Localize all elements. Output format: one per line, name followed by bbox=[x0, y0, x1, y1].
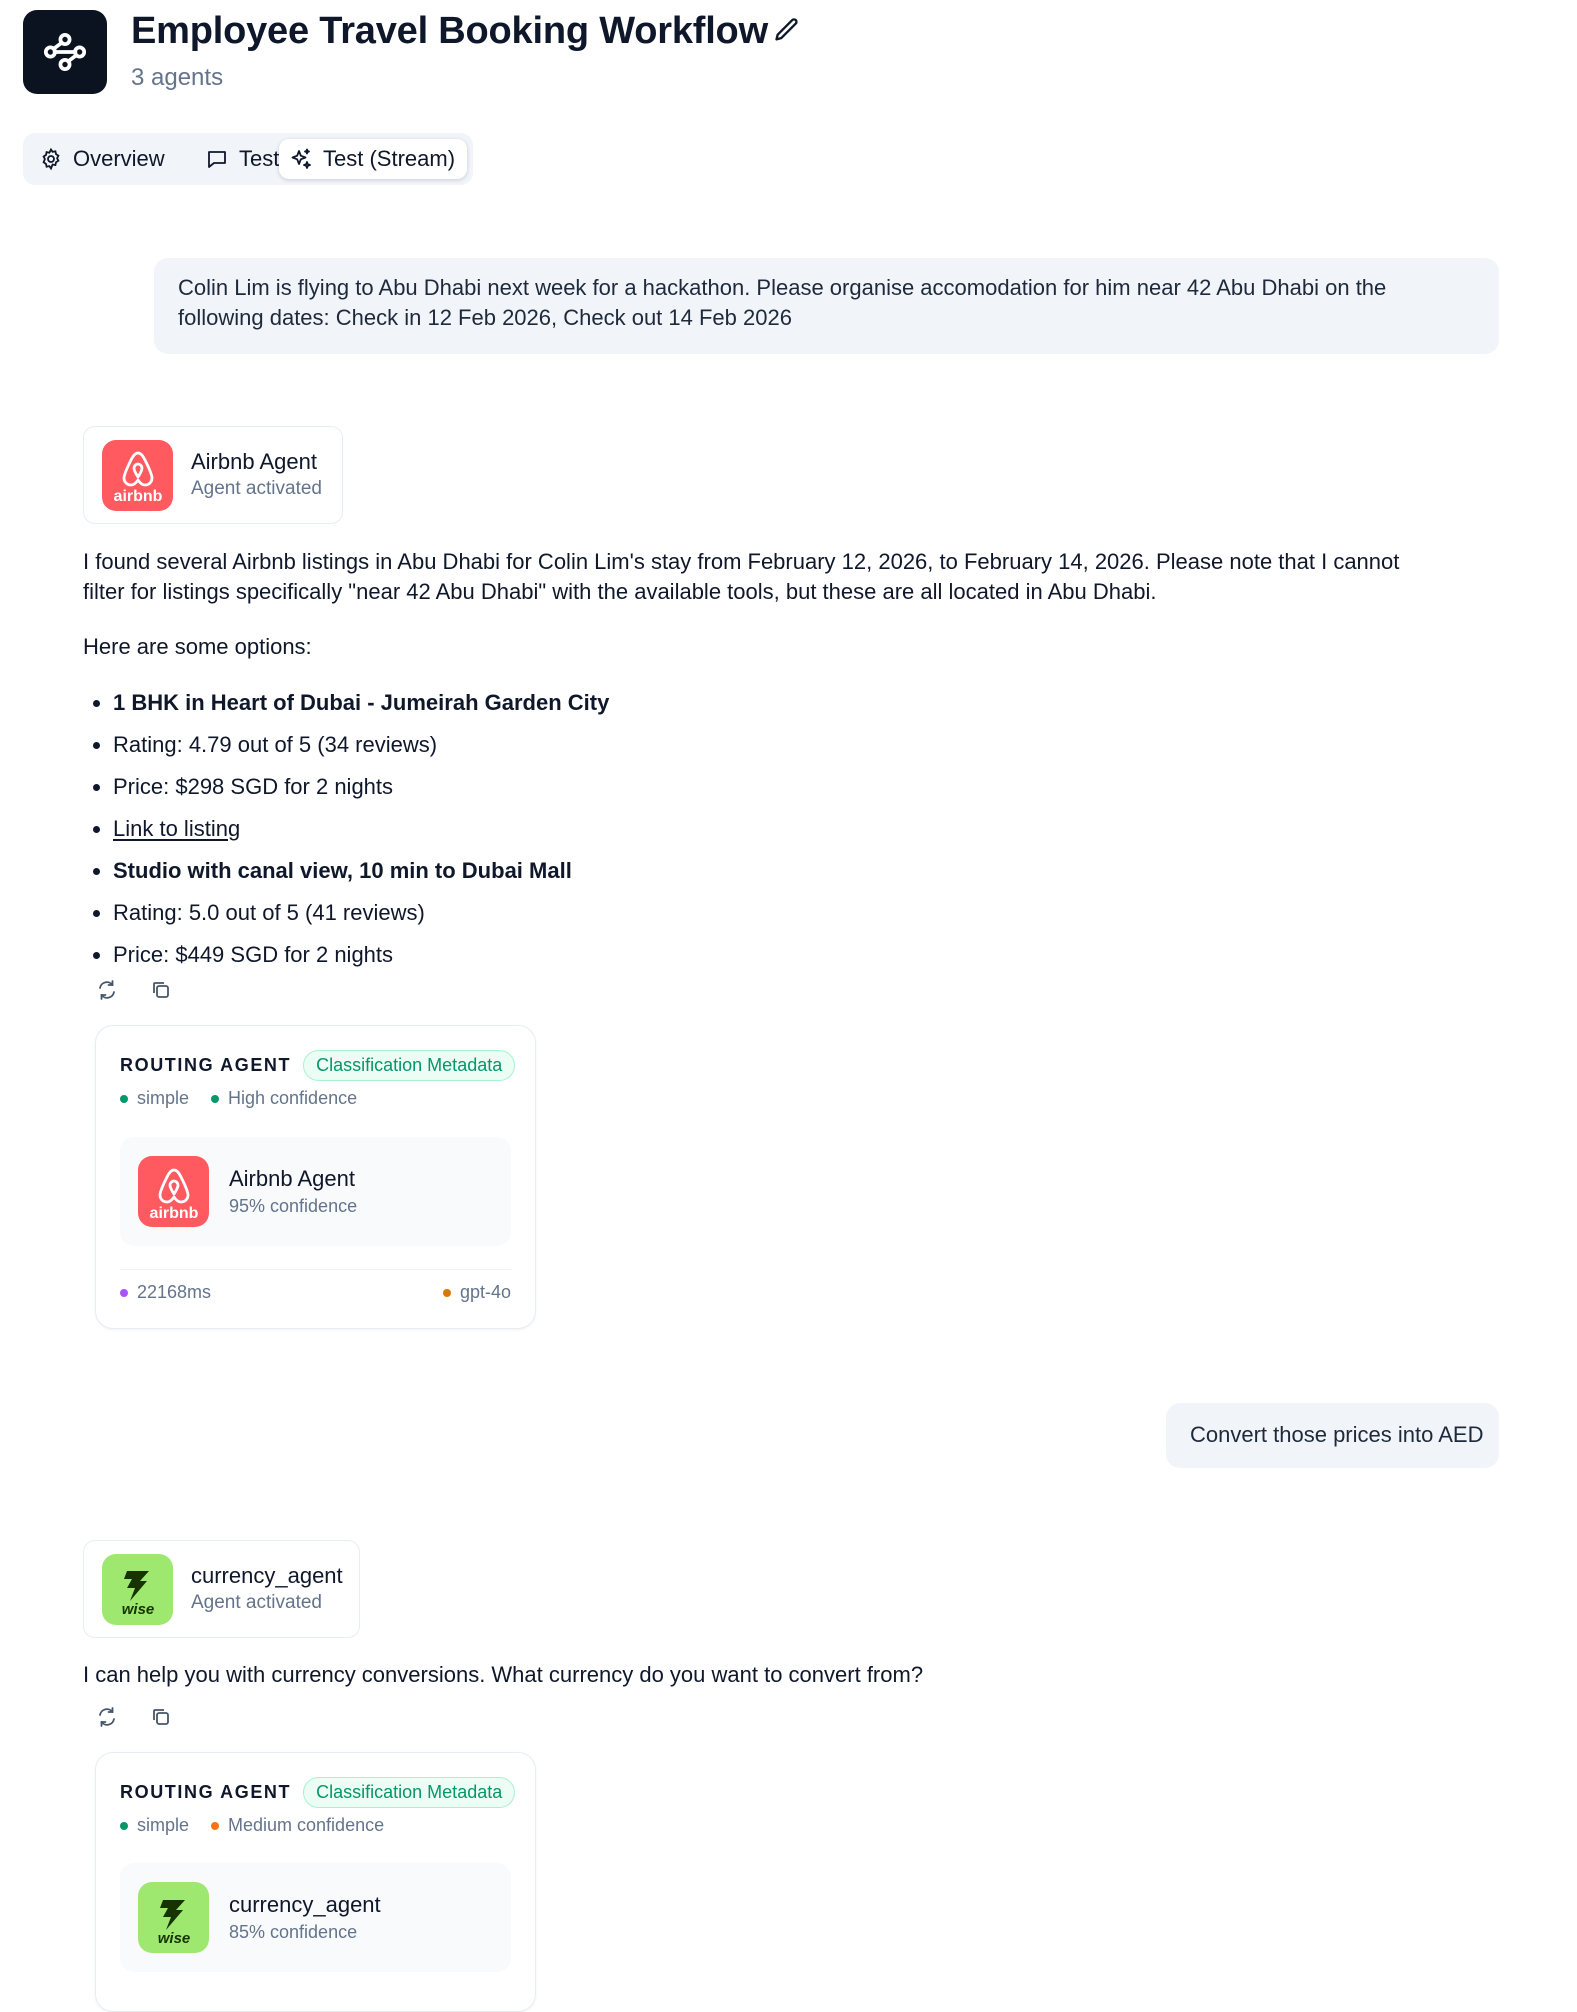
complexity-tag: simple bbox=[120, 1815, 189, 1836]
listing-name: • Studio with canal view, 10 min to Dubai Mall bbox=[113, 856, 813, 898]
agent-status: Agent activated bbox=[191, 478, 322, 499]
airbnb-logo-text: airbnb bbox=[113, 488, 162, 505]
classification-badge: Classification Metadata bbox=[303, 1777, 515, 1808]
routing-card bbox=[95, 1025, 536, 1329]
airbnb-icon bbox=[108, 445, 168, 505]
copy-icon[interactable] bbox=[149, 1705, 173, 1729]
routed-agent-name: Airbnb Agent bbox=[229, 1165, 355, 1191]
routing-title: ROUTING AGENT bbox=[120, 1055, 292, 1075]
agent-name: Airbnb Agent bbox=[191, 449, 317, 474]
user-message: Colin Lim is flying to Abu Dhabi next week for a hackathon. Please organise accomodation for him near 42 Abu Dhabi on the following dates: Check in 12 Feb 2026, Check out 14 Feb 2026 bbox=[154, 258, 1499, 354]
latency: 22168ms bbox=[120, 1282, 211, 1303]
routing-title: ROUTING AGENT bbox=[120, 1782, 292, 1802]
page-title: Employee Travel Booking Workflow bbox=[131, 10, 768, 52]
agent-response-heading: Here are some options: bbox=[83, 634, 312, 659]
confidence-tag: Medium confidence bbox=[211, 1815, 384, 1836]
workflow-icon bbox=[40, 27, 90, 77]
workflow-app-icon bbox=[23, 10, 107, 94]
copy-icon[interactable] bbox=[149, 978, 173, 1002]
listing-rating: • Rating: 5.0 out of 5 (41 reviews) bbox=[113, 898, 813, 940]
listing-list bbox=[83, 688, 813, 982]
agent-response-intro: I found several Airbnb listings in Abu Dhabi for Colin Lim's stay from February 12, 2026, to February 14, 2026. Please note that I cannot filter for listings specifically "near 42 Abu Dhabi" with the available tools, but these are all located in Abu Dhabi. bbox=[83, 549, 1400, 604]
regenerate-icon[interactable] bbox=[95, 1705, 119, 1729]
complexity-tag: simple bbox=[120, 1088, 189, 1109]
airbnb-icon bbox=[144, 1162, 204, 1222]
divider bbox=[120, 1269, 511, 1270]
tab-overview[interactable] bbox=[29, 139, 187, 179]
agent-response: I can help you with currency conversions. What currency do you want to convert from? bbox=[83, 1662, 924, 1687]
listing-link-item bbox=[113, 814, 813, 856]
status-dot bbox=[211, 1095, 219, 1103]
listing-name: • 1 BHK in Heart of Dubai - Jumeirah Garden City bbox=[113, 688, 813, 730]
routed-agent bbox=[120, 1137, 511, 1246]
tab-test-stream[interactable] bbox=[279, 139, 467, 179]
wise-logo-text: wise bbox=[157, 1929, 190, 1947]
wise-icon bbox=[108, 1559, 168, 1619]
user-message: Convert those prices into AED bbox=[1166, 1403, 1499, 1468]
wise-logo bbox=[102, 1554, 173, 1625]
routed-agent-confidence: 85% confidence bbox=[229, 1921, 358, 1942]
gear-icon bbox=[39, 147, 63, 171]
chat-icon bbox=[205, 147, 229, 171]
agent-name: currency_agent bbox=[191, 1563, 343, 1588]
status-dot bbox=[120, 1095, 128, 1103]
agent-count: 3 agents bbox=[131, 64, 224, 91]
status-dot bbox=[211, 1822, 219, 1830]
tab-overview-label: Overview bbox=[73, 146, 165, 171]
wise-icon bbox=[144, 1888, 204, 1948]
wise-logo bbox=[138, 1882, 209, 1953]
sparkles-icon bbox=[289, 147, 313, 171]
tab-test-stream-label: Test (Stream) bbox=[323, 146, 456, 171]
airbnb-logo bbox=[138, 1156, 209, 1227]
pencil-icon[interactable] bbox=[773, 16, 801, 44]
agent-activated-card bbox=[83, 426, 343, 524]
latency-dot bbox=[120, 1289, 128, 1297]
wise-logo-text: wise bbox=[121, 1601, 154, 1618]
listing-rating: • Rating: 4.79 out of 5 (34 reviews) bbox=[113, 730, 813, 772]
listing-link[interactable]: Link to listing bbox=[113, 816, 241, 841]
listing-price: • Price: $298 SGD for 2 nights bbox=[113, 772, 813, 814]
tab-test-label: Test bbox=[239, 146, 280, 171]
agent-status: Agent activated bbox=[191, 1592, 322, 1613]
confidence-tag: High confidence bbox=[211, 1088, 357, 1109]
model-name: gpt-4o bbox=[443, 1282, 511, 1303]
listing-price: • Price: $449 SGD for 2 nights bbox=[113, 940, 813, 982]
tab-bar bbox=[23, 133, 473, 185]
routing-card bbox=[95, 1752, 536, 2012]
routed-agent-confidence: 95% confidence bbox=[229, 1195, 358, 1216]
regenerate-icon[interactable] bbox=[95, 978, 119, 1002]
agent-activated-card bbox=[83, 1540, 360, 1638]
airbnb-logo bbox=[102, 440, 173, 511]
airbnb-logo-text: airbnb bbox=[149, 1204, 198, 1222]
status-dot bbox=[120, 1822, 128, 1830]
routed-agent-name: currency_agent bbox=[229, 1891, 381, 1917]
classification-badge: Classification Metadata bbox=[303, 1050, 515, 1081]
model-dot bbox=[443, 1289, 451, 1297]
